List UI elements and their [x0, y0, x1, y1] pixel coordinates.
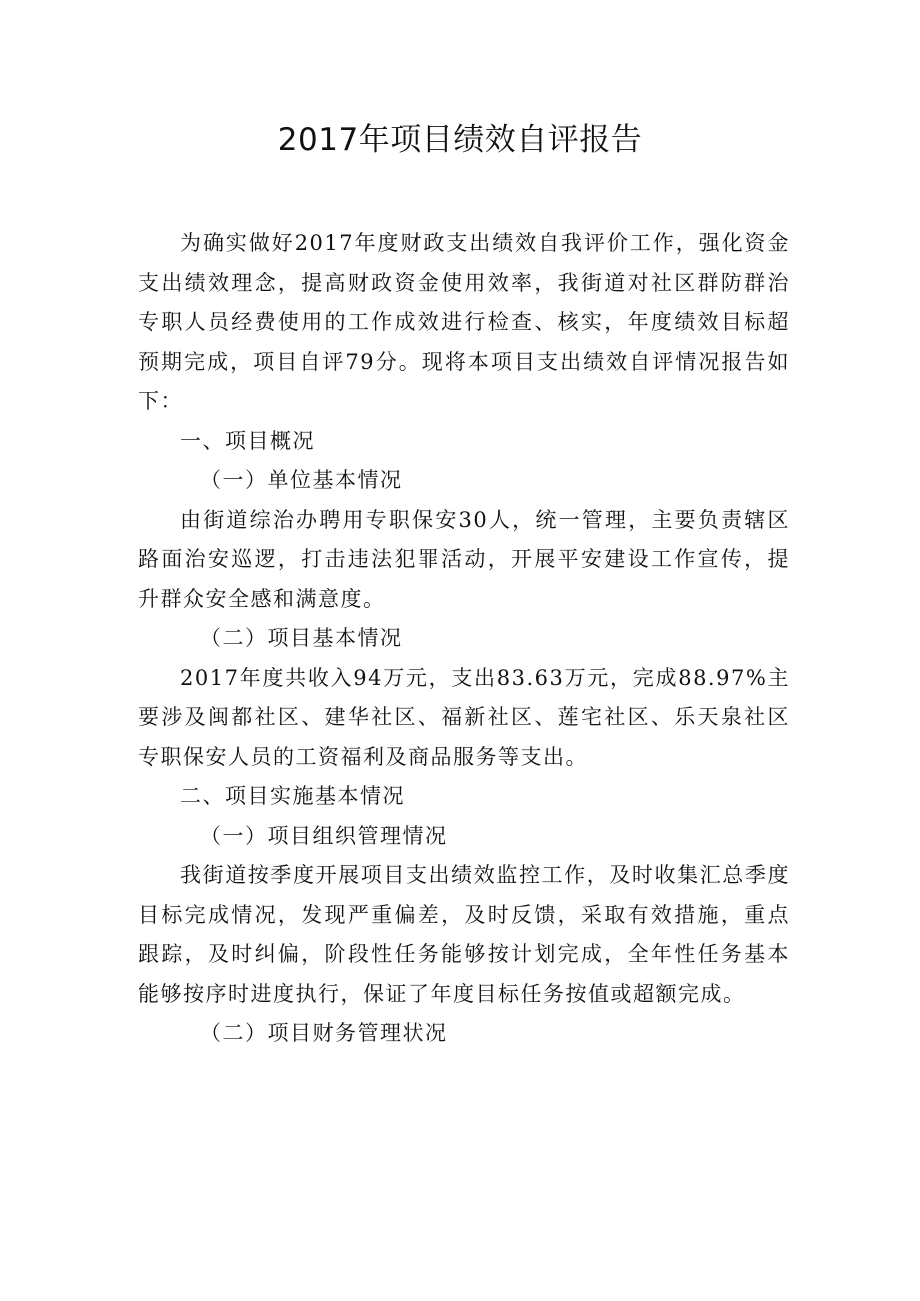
organization-management-paragraph: 我街道按季度开展项目支出绩效监控工作，及时收集汇总季度目标完成情况，发现严重偏差，及时反馈，采取有效措施，重点跟踪，及时纠偏，阶段性任务能够按计划完成，全年性任务基本能够按序时进度执行，保证了年度目标任务按值或超额完成。	[138, 863, 790, 1006]
section-heading-implementation: 二、项目实施基本情况	[180, 784, 405, 808]
unit-basic-info-paragraph: 由街道综治办聘用专职保安30人，统一管理，主要负责辖区路面治安巡逻，打击违法犯罪活动，开展平安建设工作宣传，提升群众安全感和满意度。	[138, 507, 790, 611]
project-basic-info-paragraph: 2017年度共收入94万元，支出83.63万元，完成88.97%主要涉及闽都社区、建华社区、福新社区、莲宅社区、乐天泉社区专职保安人员的工资福利及商品服务等支出。	[138, 665, 790, 769]
section-heading-project-overview: 一、项目概况	[180, 428, 315, 453]
subsection-heading-project-basic-info: （二）项目基本情况	[200, 626, 403, 650]
document-title: 2017年项目绩效自评报告	[277, 122, 643, 158]
document-body	[138, 224, 790, 1054]
subsection-heading-organization-management: （一）项目组织管理情况	[200, 823, 448, 848]
subsection-heading-unit-basic-info: （一）单位基本情况	[200, 468, 403, 492]
intro-paragraph: 为确实做好2017年度财政支出绩效自我评价工作，强化资金支出绩效理念，提高财政资金使用效率，我街道对社区群防群治专职人员经费使用的工作成效进行检查、核实，年度绩效目标超预期完成，项目自评79分。现将本项目支出绩效自评情况报告如下：	[138, 231, 790, 413]
subsection-heading-financial-management: （二）项目财务管理状况	[200, 1021, 448, 1045]
